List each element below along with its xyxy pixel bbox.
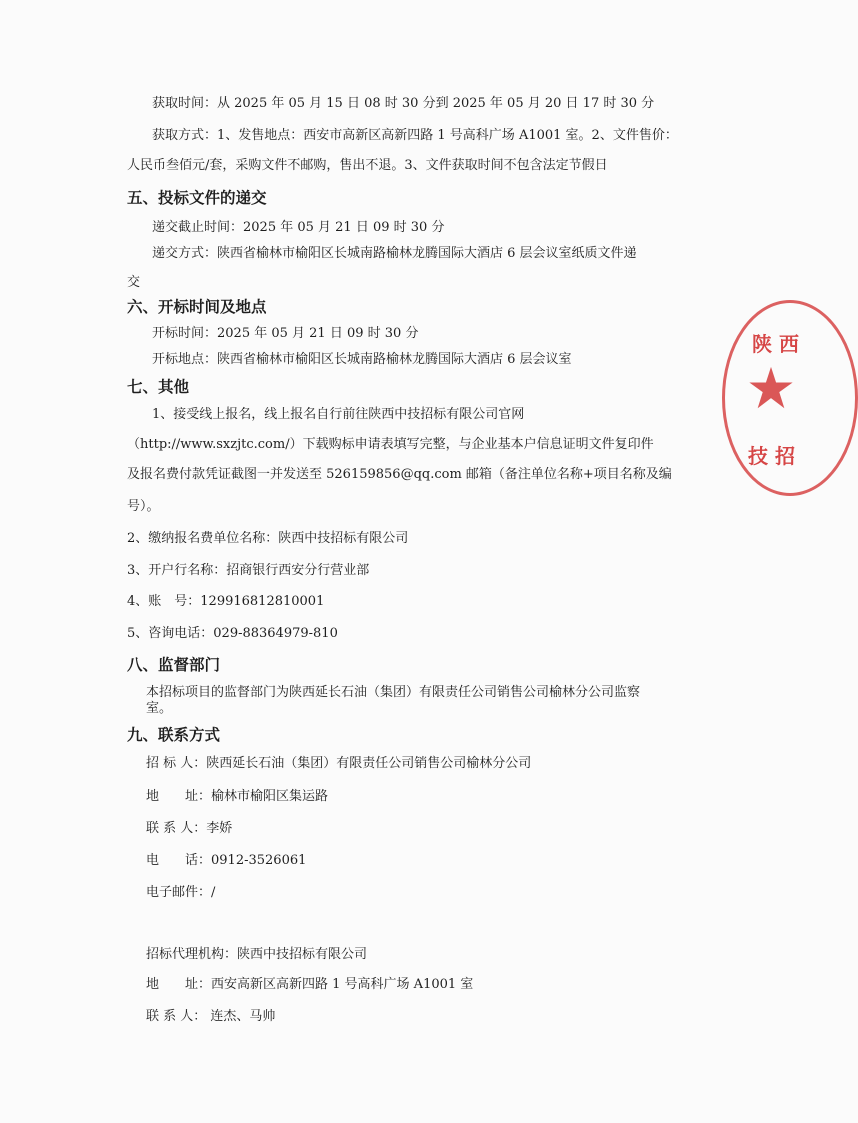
tenderer-address	[146, 788, 328, 806]
section5-heading: 五、投标文件的递交	[127, 189, 267, 207]
supervision-line1: 本招标项目的监督部门为陕西延长石油（集团）有限责任公司销售公司榆林分公司监察	[146, 685, 641, 700]
other-item2: 2、缴纳报名费单位名称：陕西中技招标有限公司	[127, 531, 409, 546]
agency-contact: 联 系 人： 连杰、马帅	[146, 1009, 276, 1024]
account-label: 4、账 号：	[127, 594, 201, 609]
agency-address-label: 地 址：	[146, 977, 212, 992]
phone-value: 0912-3526061	[211, 853, 307, 868]
section8-heading: 八、监督部门	[127, 656, 221, 674]
opening-place: 开标地点：陕西省榆林市榆阳区长城南路榆林龙腾国际大酒店 6 层会议室	[152, 352, 572, 367]
submission-method-line2: 交	[127, 275, 141, 290]
other-item4	[127, 593, 324, 611]
submission-deadline: 递交截止时间：2025 年 05 月 21 日 09 时 30 分	[152, 220, 445, 235]
tenderer-phone	[146, 852, 306, 870]
seal-text-bottom: 技 招	[748, 444, 795, 468]
seal-star-icon	[748, 365, 794, 411]
tenderer-contact: 联 系 人：李娇	[146, 821, 233, 836]
opening-time: 开标时间：2025 年 05 月 21 日 09 时 30 分	[152, 326, 419, 341]
account-number: 129916812810001	[200, 594, 325, 609]
agency-address-value: 西安高新区高新四路 1 号高科广场 A1001 室	[211, 977, 474, 992]
tenderer: 招 标 人：陕西延长石油（集团）有限责任公司销售公司榆林分公司	[146, 756, 532, 771]
acquire-method-line1: 获取方式：1、发售地点：西安市高新区高新四路 1 号高科广场 A1001 室。2、文件售价：	[152, 128, 678, 143]
agency-address	[146, 976, 473, 994]
address-value: 榆林市榆阳区集运路	[211, 789, 329, 804]
acquire-method-line2: 人民币叁佰元/套，采购文件不邮购，售出不退。3、文件获取时间不包含法定节假日	[127, 158, 608, 173]
phone-label: 电 话：	[146, 853, 212, 868]
other-item1-line4: 号）。	[127, 499, 160, 514]
address-label: 地 址：	[146, 789, 212, 804]
acquire-time: 获取时间：从 2025 年 05 月 15 日 08 时 30 分到 2025 年 05 月 20 日 17 时 30 分	[152, 96, 655, 111]
seal-text-top: 陕 西	[752, 332, 799, 356]
section6-heading: 六、开标时间及地点	[127, 298, 267, 316]
other-item3: 3、开户行名称：招商银行西安分行营业部	[127, 563, 370, 578]
other-item1-line2: （http://www.sxzjtc.com/）下载购标申请表填写完整，与企业基本户信息证明文件复印件	[127, 437, 654, 452]
other-item1-line1: 1、接受线上报名，线上报名自行前往陕西中技招标有限公司官网	[152, 407, 525, 422]
other-item5: 5、咨询电话：029-88364979-810	[127, 626, 338, 641]
agency-name: 招标代理机构：陕西中技招标有限公司	[146, 947, 368, 962]
submission-method-line1: 递交方式：陕西省榆林市榆阳区长城南路榆林龙腾国际大酒店 6 层会议室纸质文件递	[152, 246, 637, 261]
supervision-line2: 室。	[146, 701, 173, 716]
section9-heading: 九、联系方式	[127, 726, 221, 744]
other-item1-line3: 及报名费付款凭证截图一并发送至 526159856@qq.com 邮箱（备注单位名称+项目名称及编	[127, 467, 672, 482]
section7-heading: 七、其他	[127, 378, 190, 396]
tenderer-email: 电子邮件：/	[146, 885, 216, 900]
